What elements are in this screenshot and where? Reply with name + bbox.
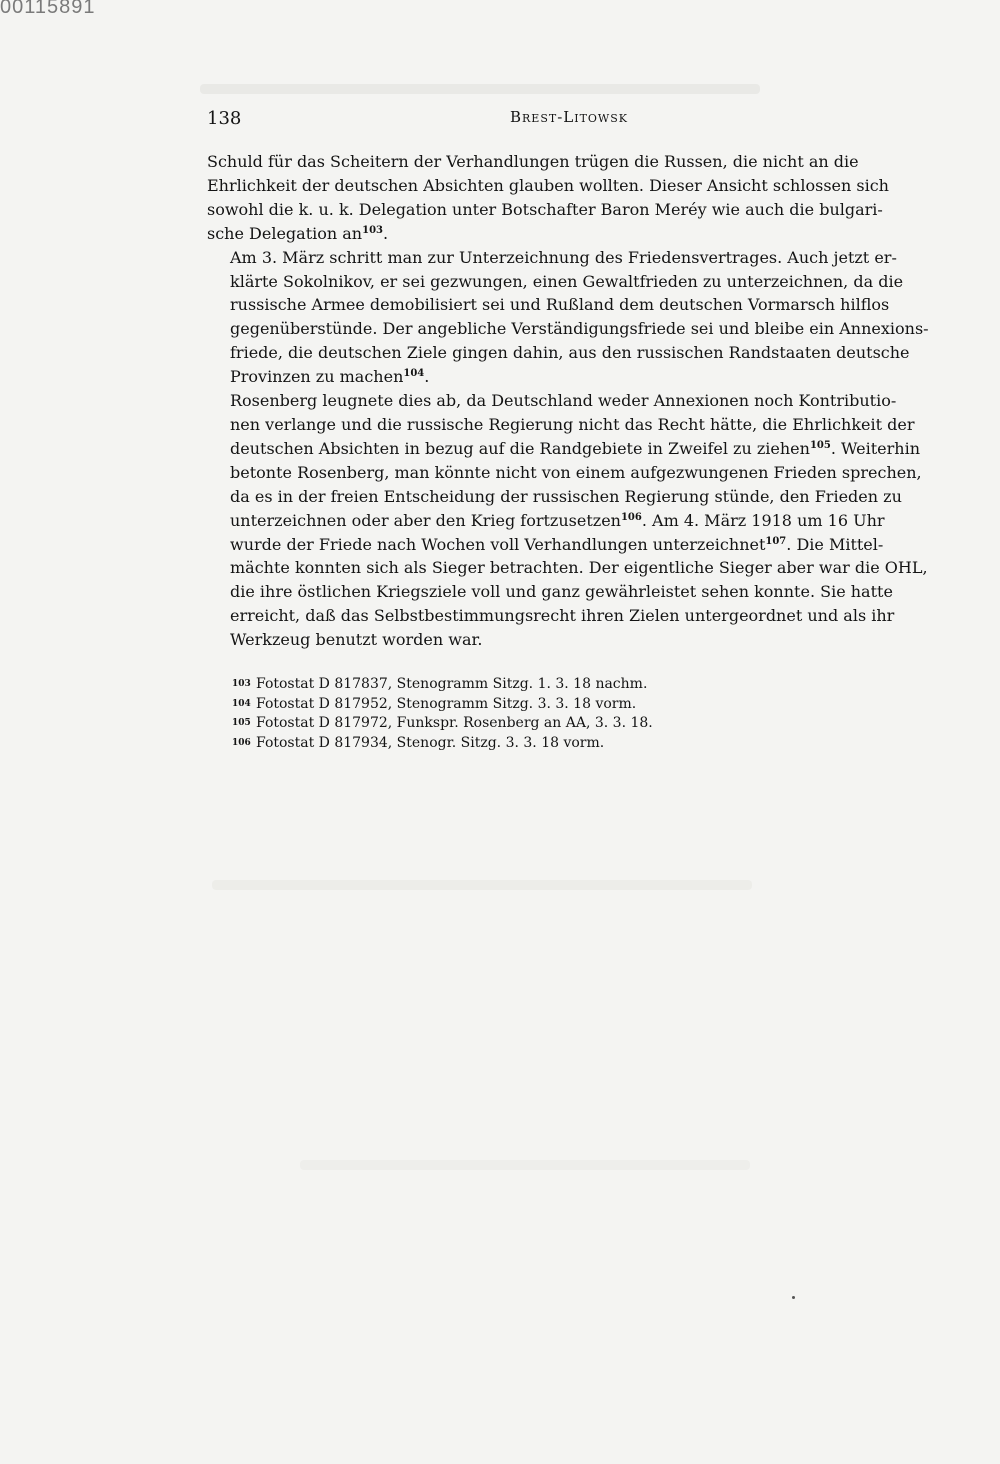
footnote-number: 104 bbox=[232, 698, 251, 709]
text-line: Ehrlichkeit der deutschen Absichten glauben wollten. Dieser Ansicht schlossen sich bbox=[207, 175, 889, 195]
text-segment: . bbox=[382, 223, 389, 243]
text-segment: . Weiterhin bbox=[830, 438, 920, 458]
paragraph-2 bbox=[207, 246, 929, 389]
footnote bbox=[232, 714, 772, 734]
text-segment: wurde der Friede nach Wochen voll Verhandlungen unterzeichnet bbox=[230, 534, 766, 554]
page-number: 138 bbox=[207, 108, 242, 129]
footnote-ref: 103 bbox=[362, 224, 383, 236]
text-line: Rosenberg leugnete dies ab, da Deutschland weder Annexionen noch Kontributio- bbox=[230, 391, 897, 411]
text-line bbox=[207, 509, 885, 533]
text-segment: . Am 4. März 1918 um 16 Uhr bbox=[641, 510, 885, 530]
text-line: friede, die deutschen Ziele gingen dahin, aus den russischen Randstaaten deutsche bbox=[230, 343, 910, 363]
footnote bbox=[232, 695, 772, 715]
paragraph-1 bbox=[207, 150, 889, 246]
footnote-ref: 104 bbox=[403, 368, 425, 380]
text-line: die ihre östlichen Kriegsziele voll und ganz gewährleistet sehen konnte. Sie hatte bbox=[230, 582, 893, 602]
text-line: nen verlange und die russische Regierung nicht das Recht hätte, die Ehrlichkeit der bbox=[230, 414, 915, 434]
text-line bbox=[207, 533, 884, 557]
text-line: Am 3. März schritt man zur Unterzeichnung des Friedensvertrages. Auch jetzt er- bbox=[230, 247, 897, 267]
footnote-text: Fotostat D 817952, Stenogramm Sitzg. 3. 3. 18 vorm. bbox=[256, 695, 637, 712]
footnote-text: Fotostat D 817934, Stenogr. Sitzg. 3. 3. 18 vorm. bbox=[256, 734, 605, 751]
footnote-number: 106 bbox=[232, 737, 251, 748]
text-line bbox=[207, 437, 920, 461]
show-through-mark bbox=[200, 84, 760, 94]
text-segment: sche Delegation an bbox=[207, 223, 363, 243]
body-text bbox=[207, 150, 929, 652]
text-segment: . Die Mittel- bbox=[786, 534, 884, 554]
footnote-ref: 106 bbox=[620, 511, 642, 523]
text-line: klärte Sokolnikov, er sei gezwungen, einen Gewaltfrieden zu unterzeichnen, da die bbox=[230, 271, 904, 291]
text-line: Schuld für das Scheitern der Verhandlungen trügen die Russen, die nicht an die bbox=[207, 152, 859, 171]
text-line: erreicht, daß das Selbstbestimmungsrecht ihren Zielen untergeordnet und als ihr bbox=[230, 606, 895, 626]
paragraph-3 bbox=[207, 389, 928, 652]
text-line: gegenüberstünde. Der angebliche Verständigungsfriede sei und bleibe ein Annexions- bbox=[230, 319, 929, 339]
running-head: Brest-Litowsk bbox=[510, 108, 628, 126]
footnote-text: Fotostat D 817837, Stenogramm Sitzg. 1. 3. 18 nachm. bbox=[256, 676, 648, 692]
show-through-mark bbox=[212, 880, 752, 890]
footnote-ref: 105 bbox=[809, 439, 831, 451]
footnotes bbox=[232, 675, 772, 753]
text-segment: unterzeichnen oder aber den Krieg fortzusetzen bbox=[230, 510, 621, 530]
footnote-ref: 107 bbox=[765, 535, 787, 547]
text-line bbox=[207, 365, 774, 389]
footnote-number: 105 bbox=[232, 718, 251, 728]
footnote bbox=[232, 675, 772, 695]
text-line: Werkzeug benutzt worden war. bbox=[230, 630, 483, 650]
text-line: russische Armee demobilisiert sei und Rußland dem deutschen Vormarsch hilflos bbox=[230, 295, 890, 315]
text-segment: Provinzen zu machen bbox=[230, 367, 404, 387]
dust-speck bbox=[792, 1296, 795, 1299]
text-segment: deutschen Absichten in bezug auf die Randgebiete in Zweifel zu ziehen bbox=[230, 438, 810, 458]
footnote-number: 103 bbox=[232, 679, 251, 689]
text-line: da es in der freien Entscheidung der russischen Regierung stünde, den Frieden zu bbox=[230, 486, 902, 506]
text-line: sowohl die k. u. k. Delegation unter Botschafter Baron Meréy wie auch die bulgari- bbox=[207, 199, 883, 219]
text-segment: . bbox=[424, 367, 430, 387]
text-line: betonte Rosenberg, man könnte nicht von einem aufgezwungenen Frieden sprechen, bbox=[230, 462, 922, 482]
text-line bbox=[207, 222, 774, 246]
footnote-text: Fotostat D 817972, Funkspr. Rosenberg an AA, 3. 3. 18. bbox=[256, 715, 653, 731]
archive-stamp: 00115891 bbox=[0, 0, 96, 18]
text-line: mächte konnten sich als Sieger betrachten. Der eigentliche Sieger aber war die OHL, bbox=[230, 558, 928, 578]
page-header bbox=[207, 108, 777, 136]
show-through-mark bbox=[300, 1160, 750, 1170]
footnote bbox=[232, 734, 772, 754]
